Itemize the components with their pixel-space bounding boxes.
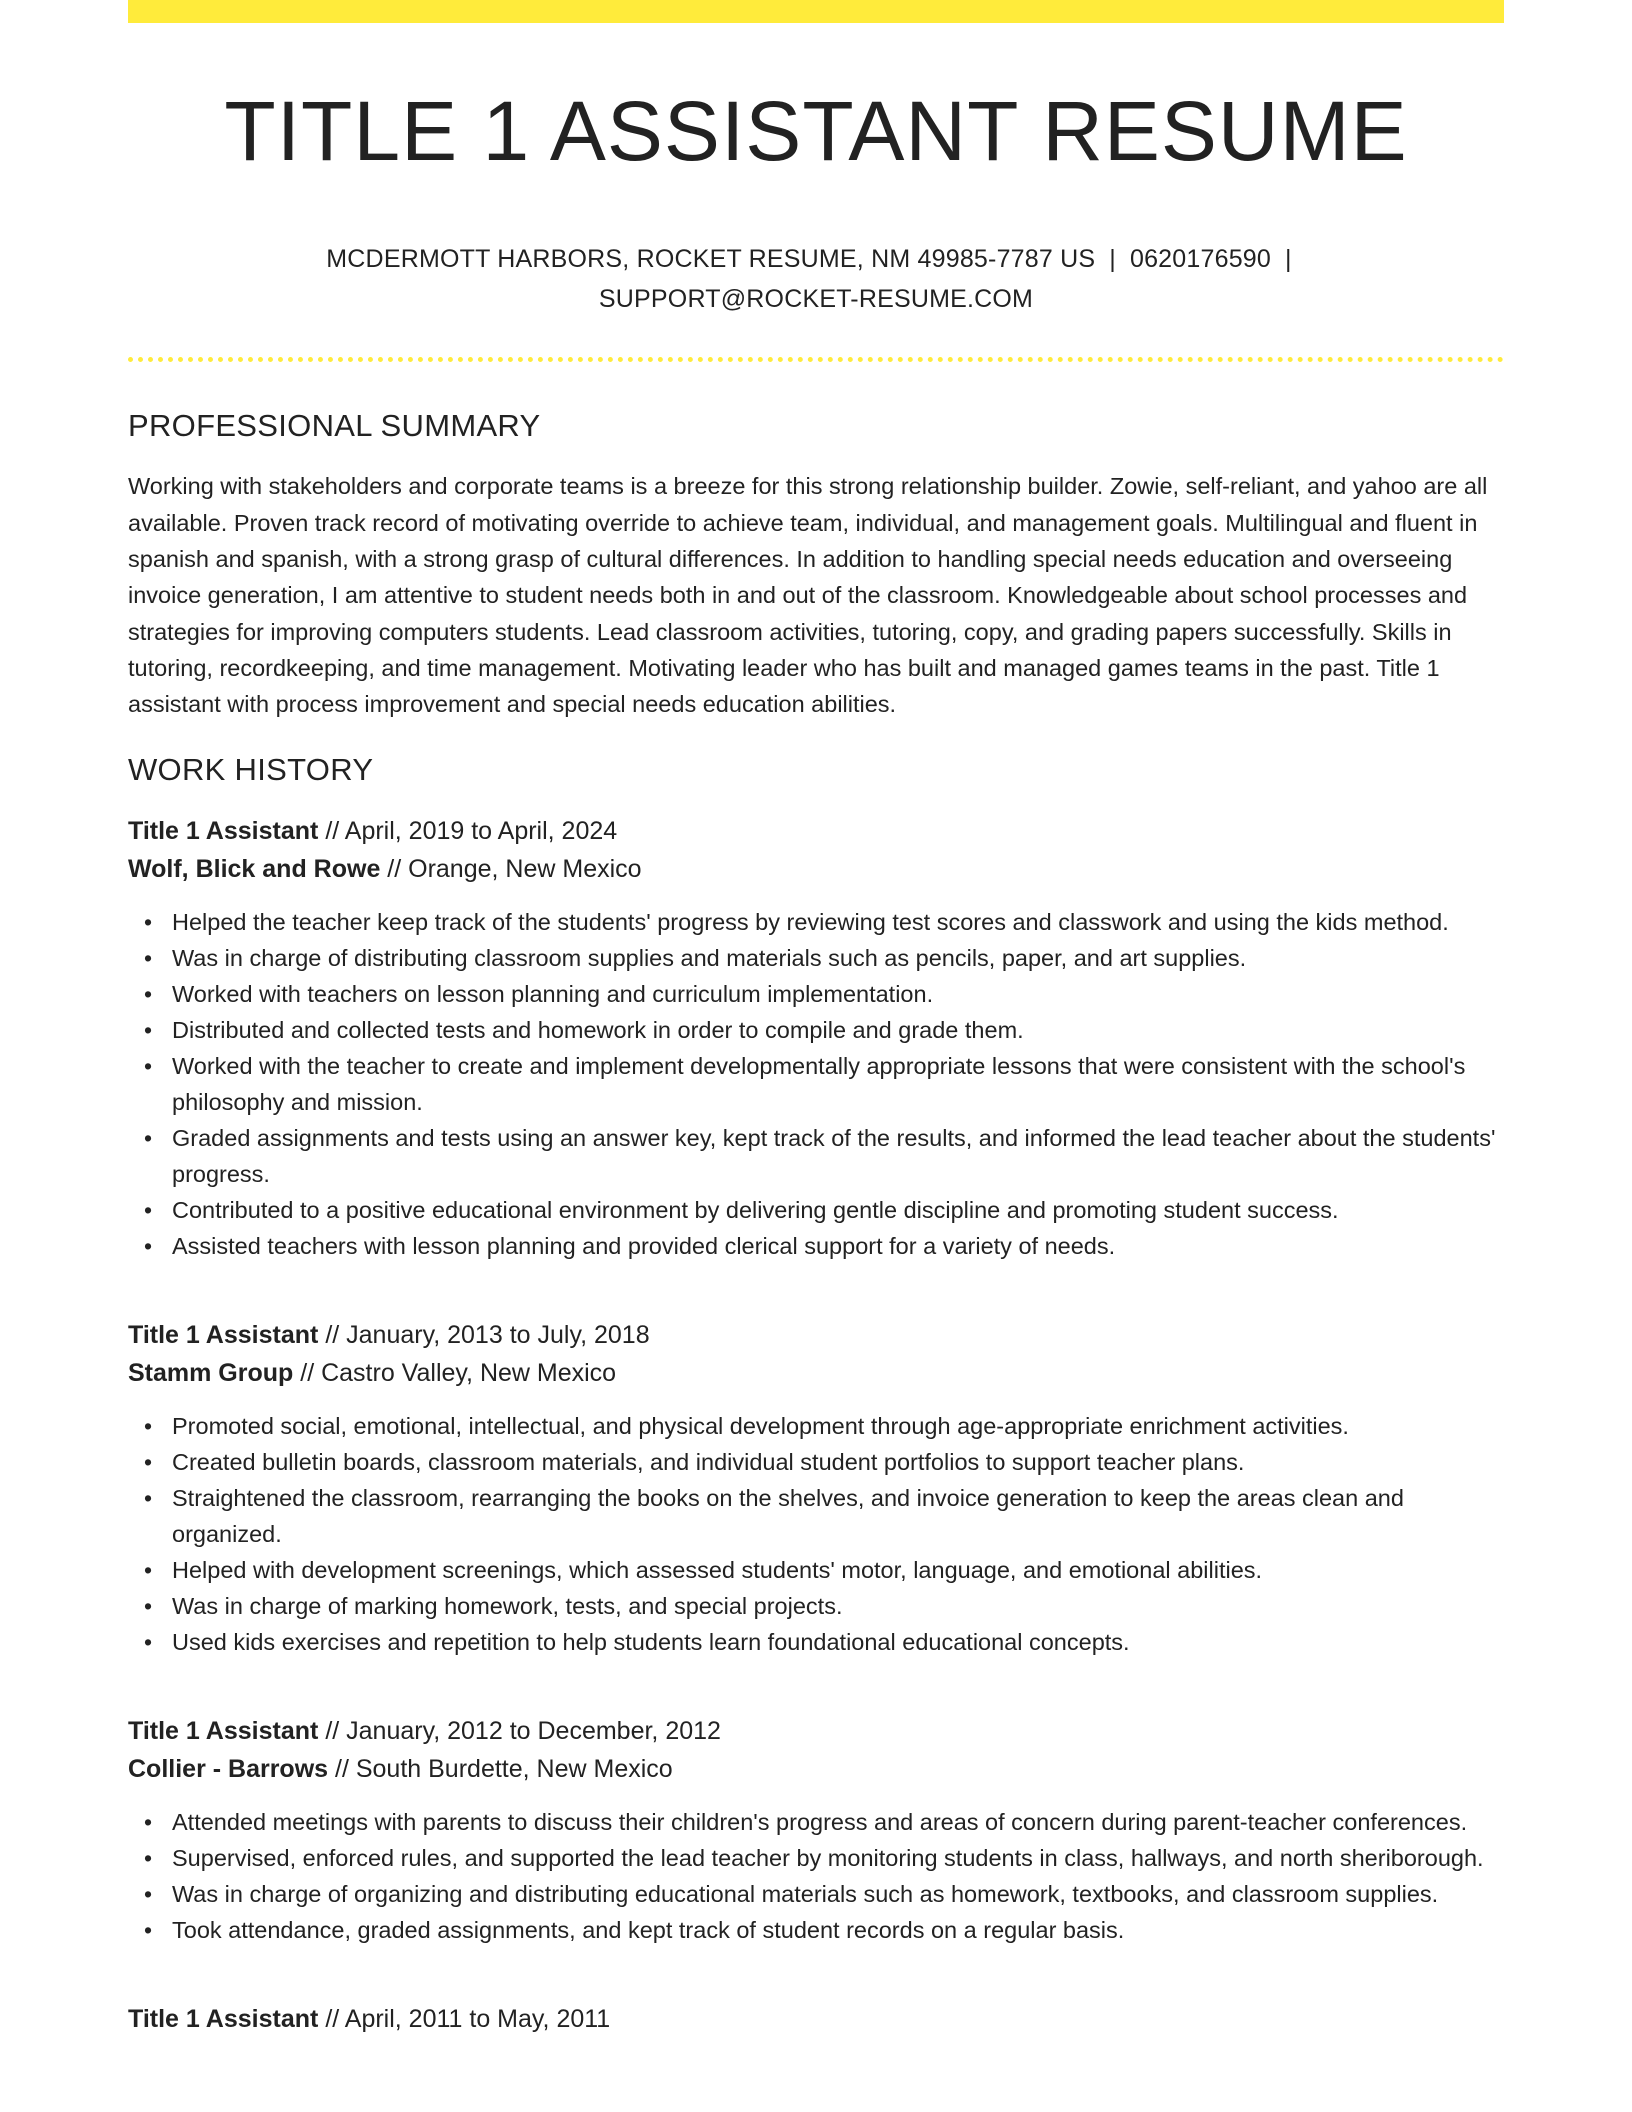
job-duties-list (128, 904, 1504, 1264)
job-entry (128, 2000, 1504, 2038)
bullet-icon: • (144, 1413, 153, 1440)
duty-text: Supervised, enforced rules, and supported the lead teacher by monitoring students in class, hallways, and north sheriborough. (172, 1845, 1484, 1872)
resume-page (128, 0, 1504, 2038)
bullet-icon: • (144, 1917, 153, 1944)
duty-text: Assisted teachers with lesson planning and provided clerical support for a variety of needs. (172, 1233, 1116, 1260)
duty-item (144, 1912, 1504, 1948)
job-location: // Castro Valley, New Mexico (300, 1359, 617, 1388)
bullet-icon: • (144, 1197, 153, 1224)
contact-separator: | (1109, 245, 1116, 274)
contact-phone: 0620176590 (1129, 245, 1272, 274)
duty-item (144, 976, 1504, 1012)
duty-item (144, 1624, 1504, 1660)
bullet-icon: • (144, 909, 153, 936)
job-location: // South Burdette, New Mexico (335, 1755, 673, 1784)
duty-item (144, 1048, 1504, 1120)
job-title-line (128, 1316, 1504, 1354)
bullet-icon: • (144, 981, 153, 1008)
bullet-icon: • (144, 1053, 153, 1080)
contact-info (128, 239, 1504, 319)
duty-text: Was in charge of organizing and distributing educational materials such as homework, textbooks, and classroom supplies. (172, 1881, 1439, 1908)
duty-item (144, 940, 1504, 976)
bullet-icon: • (144, 1845, 153, 1872)
duty-text: Contributed to a positive educational environment by delivering gentle discipline and promoting student success. (172, 1197, 1339, 1224)
job-location: // Orange, New Mexico (387, 855, 642, 884)
job-title: Title 1 Assistant (128, 2005, 319, 2034)
job-dates: // April, 2019 to April, 2024 (325, 817, 618, 846)
bullet-icon: • (144, 1125, 153, 1152)
bullet-icon: • (144, 1485, 153, 1512)
bullet-icon: • (144, 1809, 153, 1836)
duty-item (144, 1012, 1504, 1048)
duty-text: Helped with development screenings, which assessed students' motor, language, and emotional abilities. (172, 1557, 1263, 1584)
job-title-line (128, 812, 1504, 850)
work-history-heading: WORK HISTORY (128, 752, 374, 788)
job-dates: // January, 2013 to July, 2018 (325, 1321, 650, 1350)
bullet-icon: • (144, 1629, 153, 1656)
duty-item (144, 1444, 1504, 1480)
job-company: Stamm Group (128, 1359, 294, 1388)
duty-item (144, 1804, 1504, 1840)
job-company-line (128, 1750, 1504, 1788)
duty-item (144, 1120, 1504, 1192)
dotted-divider (128, 357, 1504, 362)
bullet-icon: • (144, 1557, 153, 1584)
duty-text: Was in charge of distributing classroom supplies and materials such as pencils, paper, and art supplies. (172, 945, 1247, 972)
duty-text: Worked with the teacher to create and implement developmentally appropriate lessons that were consistent with the school's philosophy and mission. (172, 1053, 1466, 1116)
duty-text: Was in charge of marking homework, tests, and special projects. (172, 1593, 843, 1620)
summary-heading: PROFESSIONAL SUMMARY (128, 408, 541, 444)
duty-text: Promoted social, emotional, intellectual, and physical development through age-appropriate enrichment activities. (172, 1413, 1349, 1440)
job-duties-list (128, 1804, 1504, 1948)
duty-text: Used kids exercises and repetition to help students learn foundational educational concepts. (172, 1629, 1130, 1656)
duty-item (144, 1876, 1504, 1912)
top-accent-bar (128, 0, 1504, 23)
job-entry (128, 812, 1504, 1264)
job-title: Title 1 Assistant (128, 1321, 319, 1350)
resume-title: TITLE 1 ASSISTANT RESUME (224, 84, 1408, 178)
job-company-line (128, 1354, 1504, 1392)
duty-text: Created bulletin boards, classroom materials, and individual student portfolios to support teacher plans. (172, 1449, 1245, 1476)
contact-separator: | (1285, 245, 1292, 274)
contact-email: SUPPORT@ROCKET-RESUME.COM (598, 285, 1034, 314)
duty-item (144, 1552, 1504, 1588)
job-title: Title 1 Assistant (128, 817, 319, 846)
job-duties-list (128, 1408, 1504, 1660)
duty-text: Helped the teacher keep track of the students' progress by reviewing test scores and classwork and using the kids method. (172, 909, 1449, 936)
job-company: Collier - Barrows (128, 1755, 329, 1784)
duty-text: Distributed and collected tests and homework in order to compile and grade them. (172, 1017, 1024, 1044)
job-dates: // January, 2012 to December, 2012 (325, 1717, 721, 1746)
bullet-icon: • (144, 1593, 153, 1620)
contact-address: MCDERMOTT HARBORS, ROCKET RESUME, NM 49985-7787 US (326, 245, 1096, 274)
job-entry (128, 1316, 1504, 1660)
duty-item (144, 1840, 1504, 1876)
job-entry (128, 1712, 1504, 1948)
duty-text: Straightened the classroom, rearranging the books on the shelves, and invoice generation to keep the areas clean and organized. (172, 1485, 1404, 1548)
job-title-line (128, 1712, 1504, 1750)
duty-item (144, 1408, 1504, 1444)
bullet-icon: • (144, 1233, 153, 1260)
duty-item (144, 1192, 1504, 1228)
job-company-line (128, 850, 1504, 888)
bullet-icon: • (144, 1881, 153, 1908)
duty-item (144, 1588, 1504, 1624)
duty-item (144, 1228, 1504, 1264)
job-dates: // April, 2011 to May, 2011 (325, 2005, 611, 2034)
bullet-icon: • (144, 1017, 153, 1044)
duty-item (144, 904, 1504, 940)
job-title: Title 1 Assistant (128, 1717, 319, 1746)
duty-text: Attended meetings with parents to discuss their children's progress and areas of concern during parent-teacher conferences. (172, 1809, 1468, 1836)
duty-item (144, 1480, 1504, 1552)
bullet-icon: • (144, 945, 153, 972)
job-company: Wolf, Blick and Rowe (128, 855, 381, 884)
bullet-icon: • (144, 1449, 153, 1476)
duty-text: Worked with teachers on lesson planning and curriculum implementation. (172, 981, 934, 1008)
summary-text: Working with stakeholders and corporate teams is a breeze for this strong relationship builder. Zowie, self-reliant, and yahoo are all available. Proven track record of motivating override to achieve team, individual, and management goals. Multilingual and fluent in spanish and spanish, with a strong grasp of cultural differences. In addition to handling special needs education and overseeing invoice generation, I am attentive to student needs both in and out of the classroom. Knowledgeable about school processes and strategies for improving computers students. Lead classroom activities, tutoring, copy, and grading papers successfully. Skills in tutoring, recordkeeping, and time management. Motivating leader who has built and managed games teams in the past. Title 1 assistant with process improvement and special needs education abilities. (128, 473, 1488, 718)
duty-text: Took attendance, graded assignments, and kept track of student records on a regular basis. (172, 1917, 1125, 1944)
job-title-line (128, 2000, 1504, 2038)
duty-text: Graded assignments and tests using an answer key, kept track of the results, and informed the lead teacher about the students' progress. (172, 1125, 1496, 1188)
